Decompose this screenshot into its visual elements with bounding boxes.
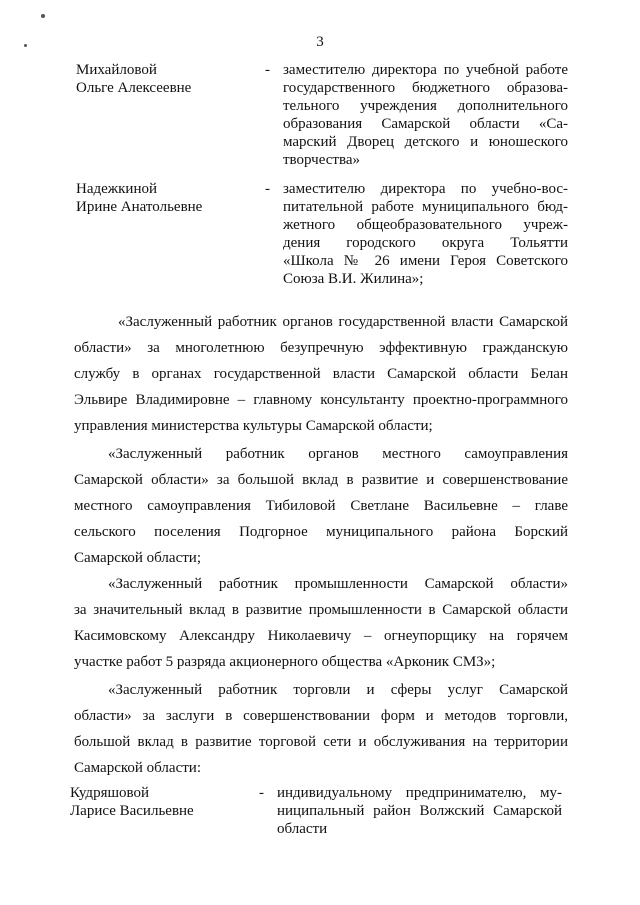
entry-dash: - — [259, 785, 264, 801]
paragraph-line: сельского поселения Подгорное муниципального района Борский — [74, 524, 568, 540]
paragraph-line: службу в органах государственной власти Самарской области Белан — [74, 366, 568, 382]
recipient-given-names: Ольге Алексеевне — [76, 80, 192, 96]
paragraph-line: управления министерства культуры Самарской области; — [74, 418, 433, 434]
recipient-surname: Кудряшовой — [70, 785, 150, 801]
entry-dash: - — [265, 181, 270, 197]
position-description-line: образования Самарской области «Са- — [283, 116, 568, 132]
paragraph-line: за значительный вклад в развитие промышленности в Самарской области — [74, 602, 568, 618]
scan-mark — [24, 44, 27, 47]
position-description-line: жетного общеобразовательного учреж- — [283, 217, 568, 233]
paragraph-line: Касимовскому Александру Николаевичу – огнеупорщику на горячем — [74, 628, 568, 644]
scan-mark — [41, 14, 45, 18]
recipient-surname: Надежкиной — [76, 181, 158, 197]
position-description-line: «Школа № 26 имени Героя Советского — [283, 253, 568, 269]
position-description-line: марский Дворец детского и юношеского — [283, 134, 568, 150]
position-description-line: заместителю директора по учебной работе — [283, 62, 568, 78]
paragraph-line: «Заслуженный работник промышленности Самарской области» — [108, 576, 568, 592]
position-description-line: индивидуальному предпринимателю, му- — [277, 785, 562, 801]
paragraph-line: области» за заслуги в совершенствовании форм и методов торговли, — [74, 708, 568, 724]
page-number: 3 — [316, 34, 324, 50]
paragraph-line: «Заслуженный работник органов местного самоуправления — [108, 446, 568, 462]
position-description-line: творчества» — [283, 152, 360, 168]
position-description-line: питательной работе муниципального бюд- — [283, 199, 568, 215]
position-description-line: заместителю директора по учебно-вос- — [283, 181, 568, 197]
recipient-surname: Михайловой — [76, 62, 157, 78]
paragraph-line: Самарской области: — [74, 760, 201, 776]
paragraph-line: области» за многолетнюю безупречную эффективную гражданскую — [74, 340, 568, 356]
paragraph-line: «Заслуженный работник торговли и сферы услуг Самарской — [108, 682, 568, 698]
paragraph-line: участке работ 5 разряда акционерного общества «Арконик СМЗ»; — [74, 654, 496, 670]
paragraph-line: местного самоуправления Тибиловой Светлане Васильевне – главе — [74, 498, 568, 514]
recipient-given-names: Ларисе Васильевне — [70, 803, 194, 819]
entry-dash: - — [265, 62, 270, 78]
recipient-given-names: Ирине Анатольевне — [76, 199, 203, 215]
position-description-line: ниципальный район Волжский Самарской — [277, 803, 562, 819]
position-description-line: области — [277, 821, 328, 837]
paragraph-line: «Заслуженный работник органов государственной власти Самарской — [118, 314, 568, 330]
paragraph-line: Самарской области; — [74, 550, 201, 566]
position-description-line: Союза В.И. Жилина»; — [283, 271, 424, 287]
position-description-line: дения городского округа Тольятти — [283, 235, 568, 251]
paragraph-line: большой вклад в развитие торговой сети и обслуживания на территории — [74, 734, 568, 750]
paragraph-line: Самарской области» за большой вклад в развитие и совершенствование — [74, 472, 568, 488]
position-description-line: тельного учреждения дополнительного — [283, 98, 568, 114]
position-description-line: государственного бюджетного образова- — [283, 80, 568, 96]
paragraph-line: Эльвире Владимировне – главному консультанту проектно-программного — [74, 392, 568, 408]
